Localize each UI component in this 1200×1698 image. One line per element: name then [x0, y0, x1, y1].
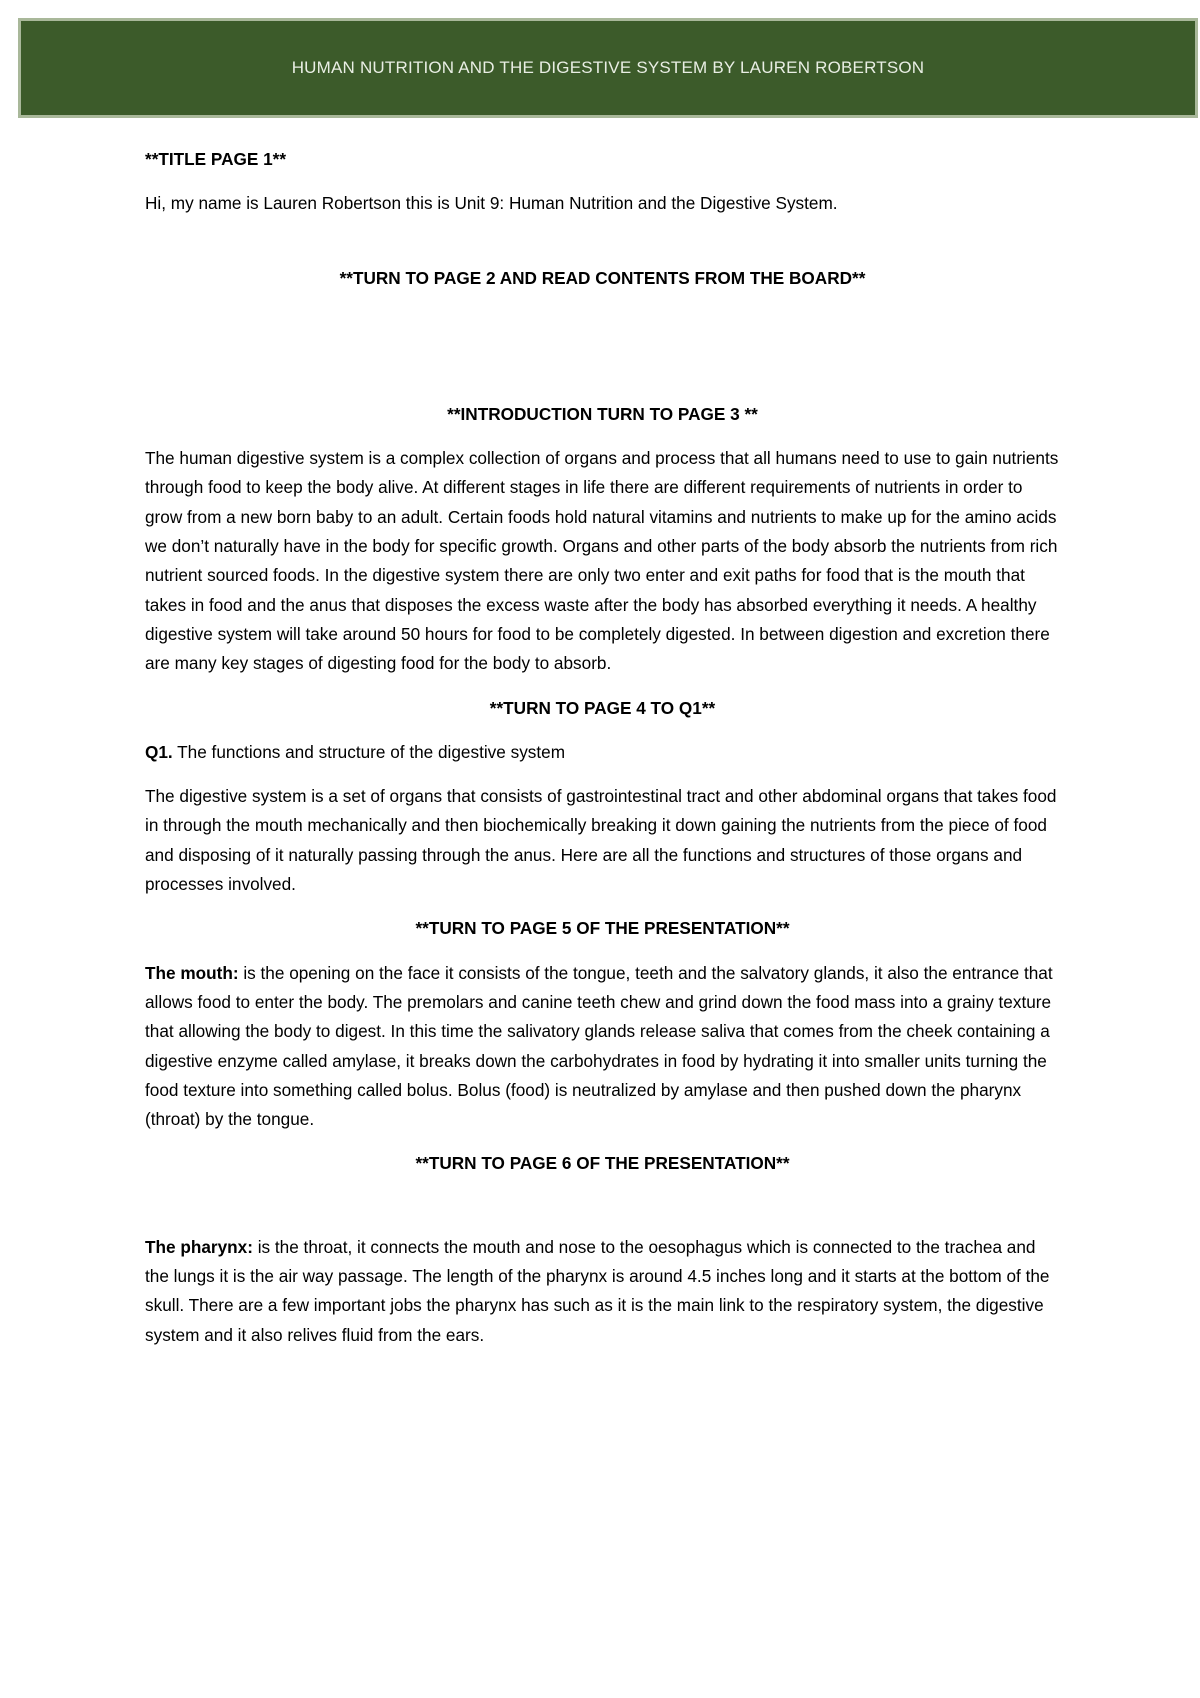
q1-text: The functions and structure of the digestive system — [172, 741, 566, 762]
mouth-paragraph — [145, 959, 1060, 1135]
q1-marker: **TURN TO PAGE 4 TO Q1** — [489, 697, 716, 718]
introduction-marker: **INTRODUCTION TURN TO PAGE 3 ** — [447, 403, 758, 424]
pharynx-label: The pharynx: — [145, 1236, 253, 1257]
q1-heading — [145, 738, 1060, 767]
title-page-marker: **TITLE PAGE 1** — [145, 149, 287, 169]
pharynx-paragraph — [145, 1233, 1060, 1350]
introduction-paragraph: The human digestive system is a complex collection of organs and process that all humans need to use to gain nutrients through food to keep the body alive. At different stages in life there are different requirements of nutrients in order to grow from a new born baby to an adult. Certain foods hold natural vitamins and nutrients to make up for the amino acids we don’t naturally have in the body for specific growth. Organs and other parts of the body absorb the nutrients from rich nutrient sourced foods. In the digestive system there are only two enter and exit paths for food that is the mouth that takes in food and the anus that disposes the excess waste after the body has absorbed everything it needs. A healthy digestive system will take around 50 hours for food to be completely digested. In between digestion and excretion there are many key stages of digesting food for the body to absorb. — [145, 448, 1059, 674]
intro-line: Hi, my name is Lauren Robertson this is Unit 9: Human Nutrition and the Digestive System. — [145, 193, 838, 214]
document-header — [18, 18, 1198, 118]
page6-marker: **TURN TO PAGE 6 OF THE PRESENTATION** — [415, 1153, 790, 1174]
q1-paragraph: The digestive system is a set of organs that consists of gastrointestinal tract and other abdominal organs that takes food in through the mouth mechanically and then biochemically breaking it down gaining the nutrients from the piece of food and disposing of it naturally passing through the anus. Here are all the functions and structures of those organs and processes involved. — [145, 786, 1057, 895]
page5-marker: **TURN TO PAGE 5 OF THE PRESENTATION** — [415, 918, 790, 939]
mouth-text: is the opening on the face it consists of the tongue, teeth and the salvatory glands, it also the entrance that allows food to enter the body. The premolars and canine teeth chew and grind down the food mass into a grainy texture that allowing the body to digest. In this time the salivatory glands release saliva that comes from the cheek containing a digestive enzyme called amylase, it breaks down the carbohydrates in food by hydrating it into smaller units turning the food texture into something called bolus. Bolus (food) is neutralized by amylase and then pushed down the pharynx (throat) by the tongue. — [145, 962, 1053, 1130]
header-title: HUMAN NUTRITION AND THE DIGESTIVE SYSTEM BY LAUREN ROBERTSON — [291, 58, 925, 77]
pharynx-text: is the throat, it connects the mouth and nose to the oesophagus which is connected to the trachea and the lungs it is the air way passage. The length of the pharynx is around 4.5 inches long and it starts at the bottom of the skull. There are a few important jobs the pharynx has such as it is the main link to the respiratory system, the digestive system and it also relives fluid from the ears. — [145, 1236, 1050, 1345]
mouth-label: The mouth: — [145, 962, 239, 983]
contents-marker: **TURN TO PAGE 2 AND READ CONTENTS FROM THE BOARD** — [339, 267, 866, 288]
document-body — [145, 145, 1060, 1350]
q1-label: Q1. — [145, 741, 173, 762]
